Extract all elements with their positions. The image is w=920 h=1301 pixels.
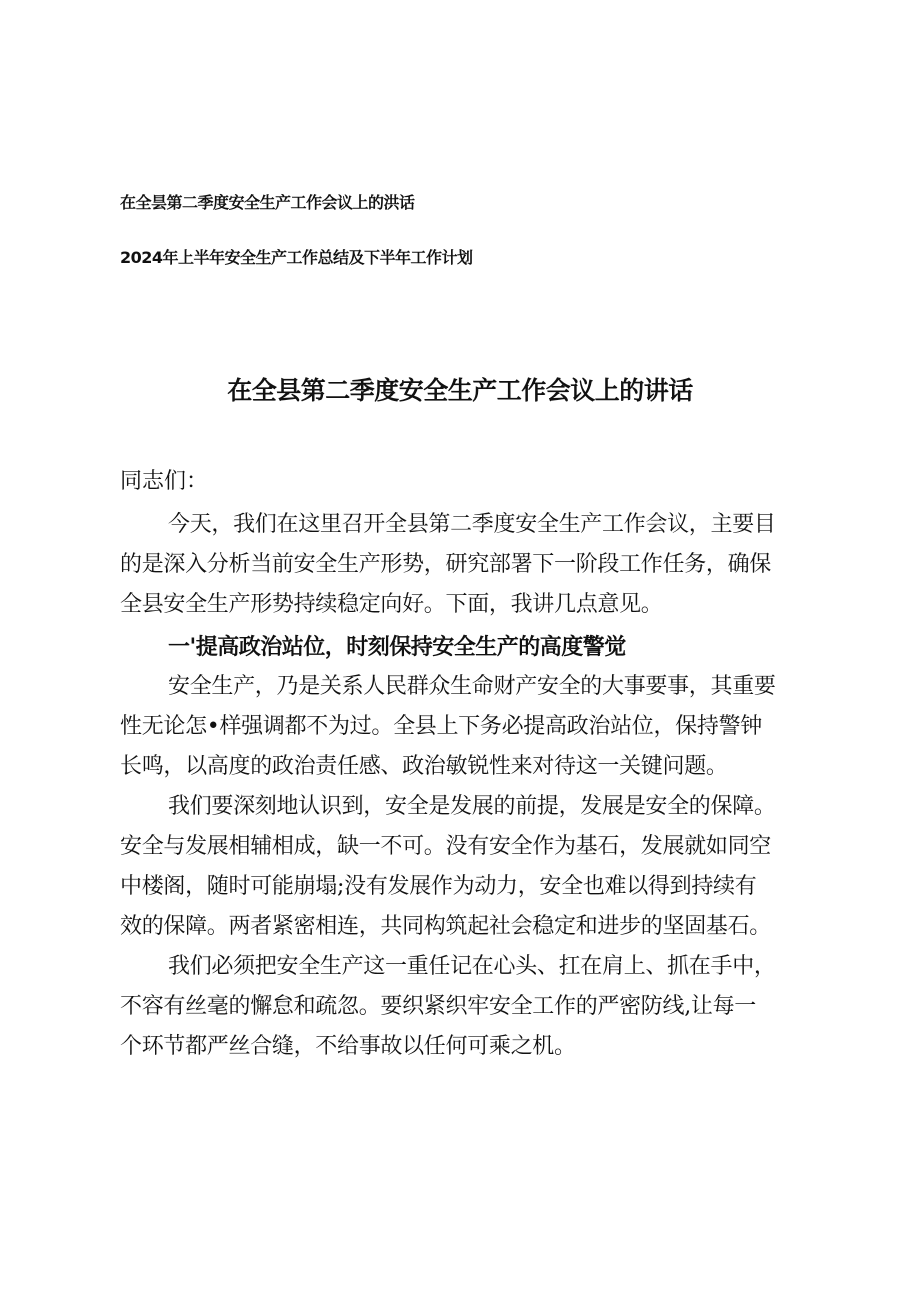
paragraph-line: 我们必须把安全生产这一重任记在心头、扛在肩上、抓在手中， <box>168 954 776 979</box>
paragraph-line: 不容有丝毫的懈怠和疏忽。要织紧织牢安全工作的严密防线,让每一 <box>120 994 756 1019</box>
paragraph-line: 个环节都严丝合缝，不给事故以任何可乘之机。 <box>120 1034 576 1059</box>
paragraph-line: 长鸣，以高度的政治责任感、政治敏锐性来对待这一关键问题。 <box>120 754 728 779</box>
paragraph-importance <box>120 667 810 787</box>
paragraph-line: 安全与发展相辅相成，缺一不可。没有安全作为基石，发展就如同空 <box>120 834 772 859</box>
paragraph-responsibility <box>120 947 810 1067</box>
page-title: 在全县第二季度安全生产工作会议上的讲话 <box>227 376 693 405</box>
salutation: 同志们： <box>120 469 209 494</box>
paragraph-line: 效的保障。两者紧密相连，共同构筑起社会稳定和进步的坚固基石。 <box>120 914 772 939</box>
paragraph-line: 性无论怎•样强调都不为过。全县上下务必提高政治站位，保持警钟 <box>120 714 762 739</box>
paragraph-line: 中楼阁，随时可能崩塌;没有发展作为动力，安全也难以得到持续有 <box>120 874 757 899</box>
paragraph-line: 的是深入分析当前安全生产形势，研究部署下一阶段工作任务，确保 <box>120 552 772 577</box>
paragraph-line: 我们要深刻地认识到，安全是发展的前提，发展是安全的保障。 <box>168 794 776 819</box>
paragraph-line: 全县安全生产形势持续稳定向好。下面，我讲几点意见。 <box>120 592 663 617</box>
paragraph-line: 安全生产，乃是关系人民群众生命财产安全的大事要事，其重要 <box>168 674 776 699</box>
paragraph-safety-development <box>120 787 810 947</box>
section-heading-1: 一'提高政治站位，时刻保持安全生产的高度警觉 <box>168 635 626 660</box>
toc-item-speech[interactable]: 在全昙第二季度安全生产工作会议上的洪话 <box>120 193 415 212</box>
toc-item-work-summary[interactable]: 2024年上半年安全生产工作总结及下半年工作计划 <box>120 248 473 267</box>
paragraph-line: 今天，我们在这里召开全县第二季度安全生产工作会议，主要目 <box>168 512 776 537</box>
paragraph-opening <box>120 505 810 625</box>
